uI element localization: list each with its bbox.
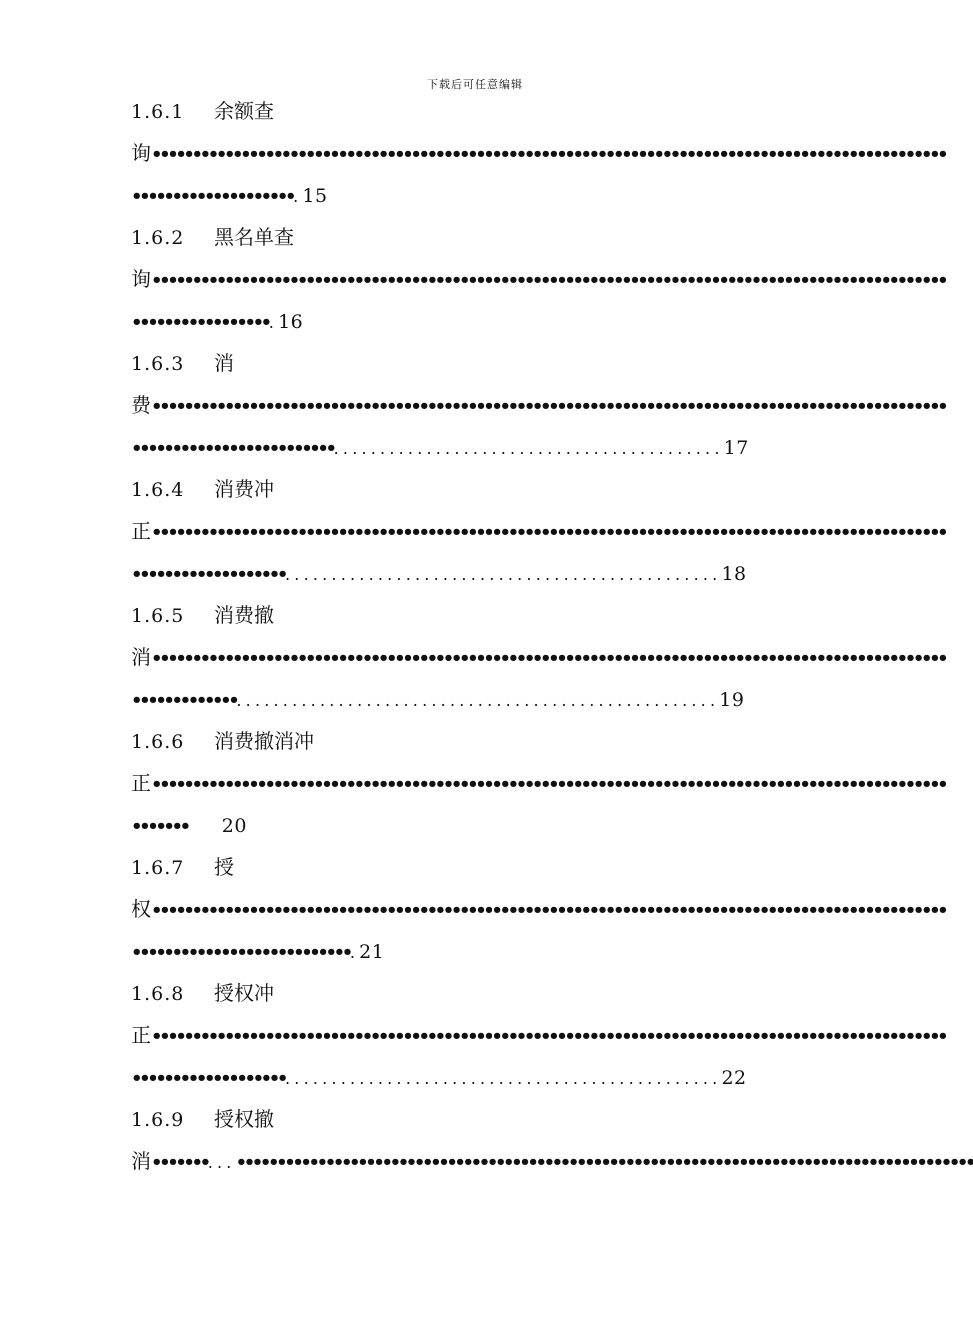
title-continuation: 消 (131, 1149, 151, 1173)
period-leader: . (293, 187, 303, 206)
table-of-contents (131, 90, 973, 1182)
section-title: 消费撤消冲 (214, 729, 314, 753)
toc-entry-leader (131, 888, 946, 930)
toc-entry-page-line (131, 426, 861, 468)
section-title: 授权撤 (214, 1107, 274, 1131)
title-continuation: 正 (131, 771, 151, 795)
section-number: 1.6.7 (131, 857, 185, 879)
period-leader: . (268, 313, 279, 332)
toc-entry-page-line (131, 174, 861, 216)
dot-leader: •••••••••••••••••••••••••••••••••••••••••••••••••••••••••••••••••••••••••••••••••••••••••••••••••• (151, 144, 946, 165)
toc-entry-leader (131, 258, 946, 300)
toc-entry-leader (131, 132, 946, 174)
title-continuation: 询 (131, 267, 151, 291)
dot-leader: ••••••••••••••••••••••••• (131, 438, 334, 459)
section-number: 1.6.1 (131, 101, 185, 123)
dot-leader: ••••••••••••••••••• (131, 564, 285, 585)
toc-entry-heading[interactable] (131, 342, 861, 384)
toc-entry-page-line (131, 804, 861, 846)
toc-entry-heading[interactable] (131, 720, 861, 762)
period-leader: .................................................... (236, 691, 720, 710)
section-number: 1.6.5 (131, 605, 185, 627)
toc-entry-page-line (131, 930, 861, 972)
page-number: 16 (278, 311, 304, 333)
dot-leader: •••••••••••••••••••••••••••••••••••••••••••••••••••••••••••••••••••••••••••••••••••••••••••••••••• (151, 270, 946, 291)
dot-leader: ••••••••••••••••••• (131, 1068, 285, 1089)
section-number: 1.6.6 (131, 731, 185, 753)
toc-entry-page-line (131, 1056, 861, 1098)
section-title: 授 (214, 855, 234, 879)
page-number: 21 (359, 941, 385, 963)
section-title: 授权冲 (214, 981, 274, 1005)
toc-entry-heading[interactable] (131, 594, 861, 636)
toc-entry-heading[interactable] (131, 972, 861, 1014)
toc-entry-heading[interactable] (131, 468, 861, 510)
toc-entry-heading[interactable] (131, 216, 861, 258)
dot-leader: ••••••••••••••••••••••••••• (131, 942, 350, 963)
dot-leader: •••••••••••••••••••••••••••••••••••••••••••••••••••••••••••••••••••••••••••••••••••••••••••••••••• (151, 774, 946, 795)
dot-leader: ••••••••••••••••••••••••••••••••••••••••••••••••••••••••••••••••••••••••••••••••••••••••••• (235, 1152, 973, 1173)
section-number: 1.6.8 (131, 983, 185, 1005)
section-title: 消费冲 (214, 477, 274, 501)
title-continuation: 费 (131, 393, 151, 417)
dot-leader: •••••••••••••••••••••••••••••••••••••••••••••••••••••••••••••••••••••••••••••••••••••••••••••••••• (151, 900, 946, 921)
toc-entry-leader (131, 384, 946, 426)
dot-leader: •••••••••••••••••••••••••••••••••••••••••••••••••••••••••••••••••••••••••••••••••••••••••••••••••• (151, 1026, 946, 1047)
toc-entry-page-line (131, 678, 861, 720)
section-number: 1.6.9 (131, 1109, 185, 1131)
period-leader: . (349, 943, 360, 962)
page-number: 15 (302, 185, 328, 207)
dot-leader: •••••••••••••••••••••••••••••••••••••••••••••••••••••••••••••••••••••••••••••••••••••••••••••••••• (151, 522, 946, 543)
title-continuation: 权 (131, 897, 151, 921)
toc-entry-leader (131, 1140, 973, 1182)
page-number: 20 (221, 815, 247, 837)
section-number: 1.6.3 (131, 353, 185, 375)
toc-entry-leader (131, 510, 946, 552)
dot-leader: •••••••••••••••••••••••••••••••••••••••••••••••••••••••••••••••••••••••••••••••••••••••••••••••••• (151, 396, 946, 417)
dot-leader: •••••••••••••••••••• (131, 186, 294, 207)
period-leader: ............................................... (285, 565, 722, 584)
section-number: 1.6.4 (131, 479, 185, 501)
page-number: 19 (719, 689, 745, 711)
toc-entry-page-line (131, 552, 861, 594)
page-header: 下载后可任意编辑 (427, 78, 523, 91)
period-leader: .......................................... (333, 439, 724, 458)
dot-leader: ••••••• (151, 1152, 208, 1173)
toc-entry-heading[interactable] (131, 1098, 861, 1140)
toc-entry-page-line (131, 300, 861, 342)
title-continuation: 消 (131, 645, 151, 669)
toc-entry-leader (131, 636, 946, 678)
toc-entry-heading[interactable] (131, 90, 861, 132)
period-leader: ... (207, 1153, 236, 1172)
section-title: 余额查 (214, 99, 274, 123)
dot-leader: ••••••••••••• (131, 690, 237, 711)
section-title: 消费撤 (214, 603, 274, 627)
section-title: 消 (214, 351, 234, 375)
dot-leader: ••••••••••••••••• (131, 312, 269, 333)
title-continuation: 正 (131, 519, 151, 543)
page-number: 17 (723, 437, 749, 459)
title-continuation: 询 (131, 141, 151, 165)
title-continuation: 正 (131, 1023, 151, 1047)
section-number: 1.6.2 (131, 227, 185, 249)
dot-leader: •••••••••••••••••••••••••••••••••••••••••••••••••••••••••••••••••••••••••••••••••••••••••••••••••• (151, 648, 946, 669)
toc-entry-leader (131, 1014, 946, 1056)
page-number: 22 (721, 1067, 747, 1089)
page-number: 18 (721, 563, 747, 585)
period-leader: ............................................... (285, 1069, 722, 1088)
dot-leader: ••••••• (131, 816, 188, 837)
toc-entry-heading[interactable] (131, 846, 861, 888)
toc-entry-leader (131, 762, 946, 804)
section-title: 黑名单查 (214, 225, 294, 249)
